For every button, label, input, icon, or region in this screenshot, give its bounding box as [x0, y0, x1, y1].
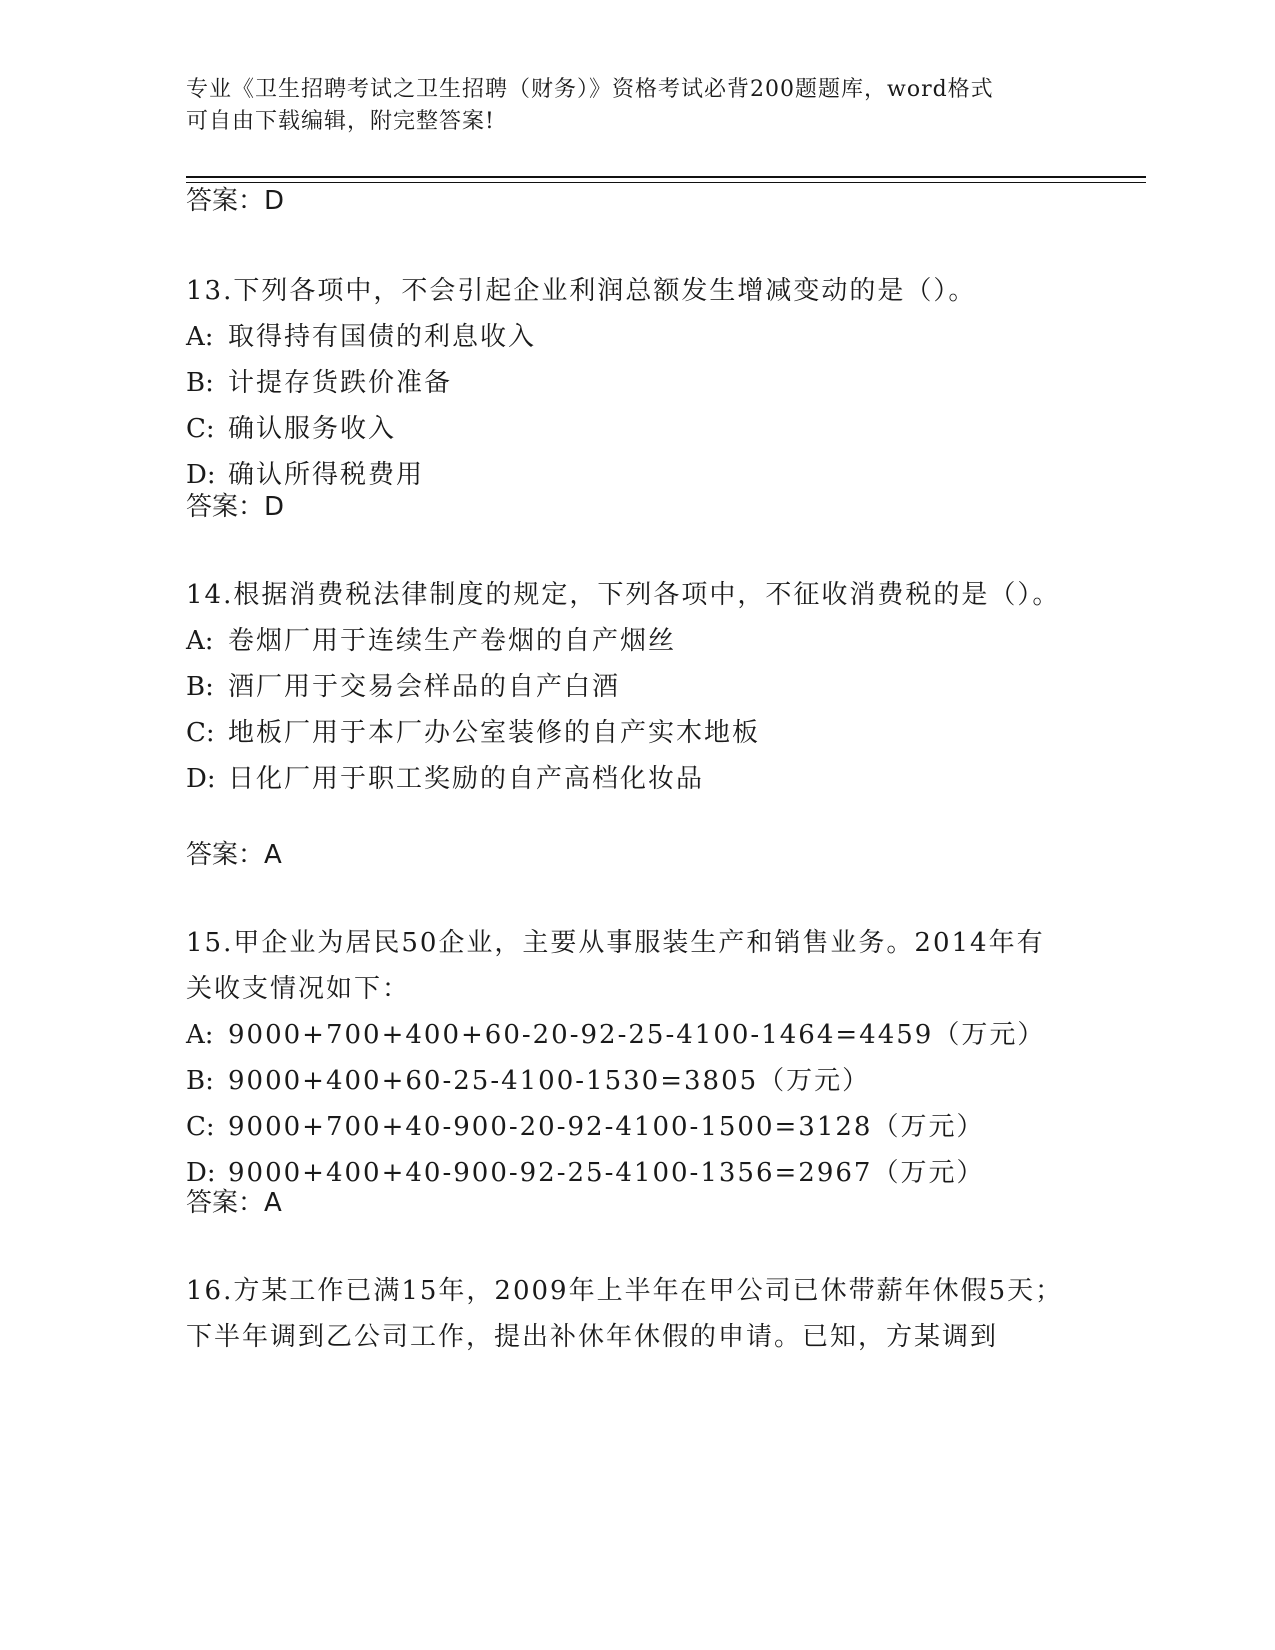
answer-15: 答案：A: [186, 1188, 282, 1218]
option-key: A:: [186, 626, 214, 656]
option-b: [186, 360, 1066, 406]
option-a: [186, 618, 1066, 664]
header-line-2: 可自由下载编辑，附完整答案!: [186, 109, 495, 134]
option-a: [186, 1012, 1066, 1058]
option-text: 确认服务收入: [228, 414, 397, 444]
question-text: 16.方某工作已满15年，2009年上半年在甲公司已休带薪年休假5天；下半年调到乙公司工作，提出补休年休假的申请。已知，方某调到: [186, 1276, 1064, 1352]
option-key: C:: [186, 414, 215, 444]
answer-13: 答案：D: [186, 492, 285, 522]
header-rule-thick: [186, 176, 1146, 178]
option-c: [186, 1104, 1066, 1150]
question-16: [186, 1268, 1066, 1360]
option-key: C:: [186, 718, 215, 748]
option-d: [186, 756, 1066, 802]
option-key: C:: [186, 1112, 215, 1142]
option-b: [186, 664, 1066, 710]
document-header: [186, 74, 1066, 138]
question-text: 15.甲企业为居民50企业，主要从事服装生产和销售业务。2014年有关收支情况如下：: [186, 928, 1045, 1004]
option-text: 酒厂用于交易会样品的自产白酒: [228, 672, 621, 702]
option-c: [186, 710, 1066, 756]
question-text: 13.下列各项中，不会引起企业利润总额发生增减变动的是（）。: [186, 276, 977, 306]
option-key: D:: [186, 764, 216, 794]
option-key: B:: [186, 1066, 214, 1096]
option-key: B:: [186, 672, 214, 702]
option-d: [186, 452, 1066, 498]
option-text: 计提存货跌价准备: [228, 368, 453, 398]
option-a: [186, 314, 1066, 360]
question-15: [186, 920, 1066, 1196]
question-text: 14.根据消费税法律制度的规定，下列各项中，不征收消费税的是（）。: [186, 580, 1061, 610]
question-13: [186, 268, 1066, 498]
header-line-1: 专业《卫生招聘考试之卫生招聘（财务）》资格考试必背200题题库，word格式: [186, 77, 994, 102]
option-key: D:: [186, 1158, 216, 1188]
option-d: [186, 1150, 1066, 1196]
option-b: [186, 1058, 1066, 1104]
option-c: [186, 406, 1066, 452]
option-key: A:: [186, 1020, 214, 1050]
option-text: 9000+400+40-900-92-25-4100-1356=2967（万元）: [228, 1158, 985, 1188]
option-text: 地板厂用于本厂办公室装修的自产实木地板: [228, 718, 761, 748]
header-rule-thin: [186, 182, 1146, 183]
option-key: A:: [186, 322, 214, 352]
option-key: D:: [186, 460, 216, 490]
question-14: [186, 572, 1066, 802]
option-text: 9000+400+60-25-4100-1530=3805（万元）: [228, 1066, 871, 1096]
option-text: 9000+700+400+60-20-92-25-4100-1464=4459（万元）: [228, 1020, 1046, 1050]
option-text: 取得持有国债的利息收入: [228, 322, 537, 352]
option-key: B:: [186, 368, 214, 398]
option-text: 卷烟厂用于连续生产卷烟的自产烟丝: [228, 626, 677, 656]
option-text: 确认所得税费用: [228, 460, 425, 490]
answer-previous: 答案：D: [186, 186, 285, 216]
option-text: 日化厂用于职工奖励的自产高档化妆品: [228, 764, 705, 794]
option-text: 9000+700+40-900-20-92-4100-1500=3128（万元）: [228, 1112, 985, 1142]
answer-14: 答案：A: [186, 840, 282, 870]
